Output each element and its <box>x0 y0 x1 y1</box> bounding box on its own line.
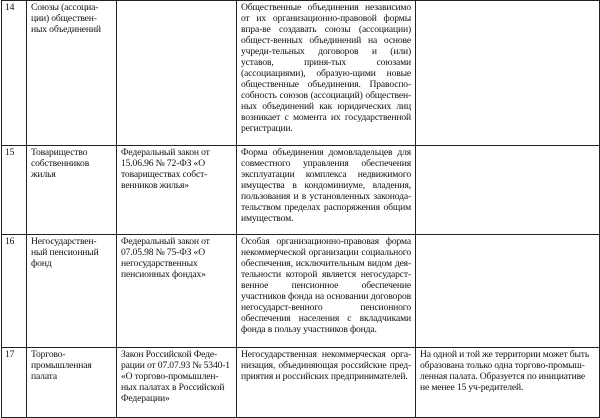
legal-basis: Федеральный закон от 07.05.98 № 75-ФЗ «О негосударственных пенсионных фондах» <box>117 235 237 348</box>
definition: Форма объединения домовладельцев для совместного управления обеспечения эксплуатации комплекса недвижимого имущества в кондоминиуме, владения, пользования и в установленных законода-тельством пределах распоряжения общим имуществом. <box>237 146 416 235</box>
note: На одной и той же территории может быть образована только одна торгово-промыш-ленная палата. Образуется по инициативе не менее 15 уч-редителей. <box>416 348 600 418</box>
table-row <box>2 348 600 418</box>
definition: Особая организационно-правовая форма некоммерческой организации социального обеспечения, исключительным видом дея-тельности которой является негосударст-венное пенсионное обеспечение участников фонда на основании договоров негосударст-венного пенсионного обеспечения населения с вкладчиками фонда в пользу участников фонда. <box>237 235 416 348</box>
table-row <box>2 235 600 348</box>
organization-name: Торгово-промышленная палата <box>27 348 117 418</box>
note <box>416 235 600 348</box>
definition: Общественные объединения независимо от их организационно-правовой формы впра-ве создавать союзы (ассоциации) общест-венных объединений на основе учреди-тельных договоров и (или) уставов, приня-тых союзами (ассоциациями), образую-щими новые общественные объединения. Правоспо-собность союзов (ассоциаций) обществен-ных объединений как юридических лиц возникает с момента их государственной регистрации. <box>237 1 416 146</box>
legal-basis <box>117 1 237 146</box>
table-row <box>2 146 600 235</box>
note <box>416 146 600 235</box>
legal-basis: Федеральный закон от 15.06.96 № 72-ФЗ «О товариществах собст-венников жилья» <box>117 146 237 235</box>
organizations-table <box>1 0 600 418</box>
organization-name: Негосударствен-ный пенсионный фонд <box>27 235 117 348</box>
row-number: 16 <box>2 235 27 348</box>
legal-basis: Закон Российской Феде-рации от 07.07.93 № 5340-1 «О торгово-промышлен-ных палатах в Российской Федерации» <box>117 348 237 418</box>
definition: Негосударственная некоммерческая орга-низация, объединяющая российские пред-приятия и российских предпринимателей. <box>237 348 416 418</box>
organization-name: Союзы (ассоциа-ции) обществен-ных объединений <box>27 1 117 146</box>
note <box>416 1 600 146</box>
row-number: 17 <box>2 348 27 418</box>
organization-name: Товарищество собственников жилья <box>27 146 117 235</box>
table-row <box>2 1 600 146</box>
row-number: 14 <box>2 1 27 146</box>
row-number: 15 <box>2 146 27 235</box>
